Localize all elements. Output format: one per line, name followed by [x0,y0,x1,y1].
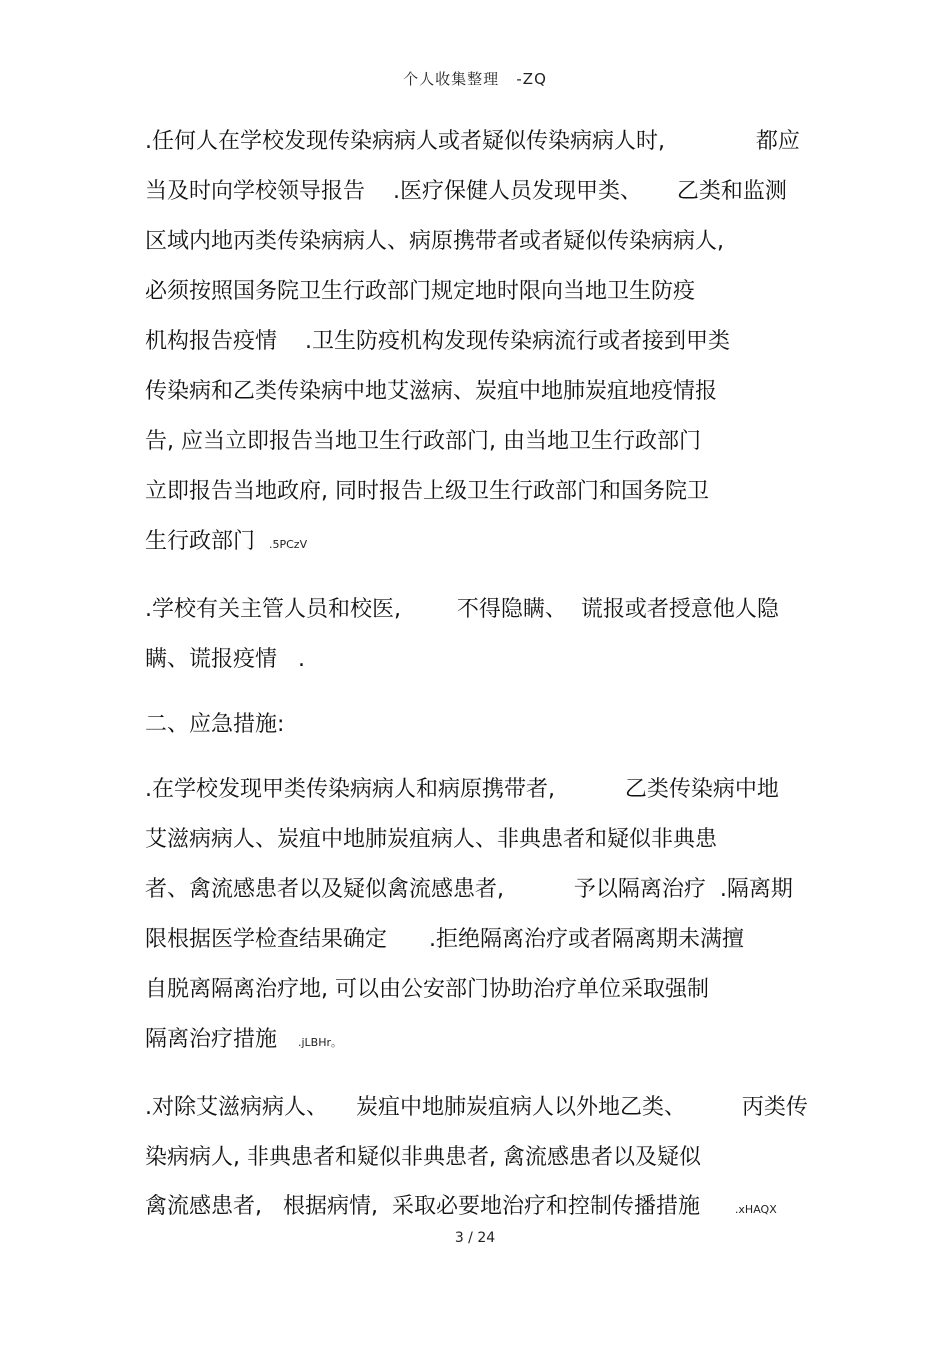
paragraph-line: 者、禽流感患者以及疑似禽流感患者, 予以隔离治疗 .隔离期 [145,877,793,902]
paragraph-line-text: 生行政部门 [145,529,269,554]
page-header: 个人收集整理 -ZQ [403,70,547,88]
paragraph-line: 必须按照国务院卫生行政部门规定地时限向当地卫生防疫 [145,279,696,304]
paragraph-line: .在学校发现甲类传染病病人和病原携带者, 乙类传染病中地 [145,777,779,802]
paragraph-line: 艾滋病病人、炭疽中地肺炭疽病人、非典患者和疑似非典患 [145,827,718,852]
paragraph-line: 机构报告疫情 .卫生防疫机构发现传染病流行或者接到甲类 [145,329,730,354]
paragraph-line: 瞒、谎报疫情 . [145,647,305,672]
paragraph-line-text: 隔离治疗措施 [145,1027,298,1052]
paragraph-line [145,527,307,560]
paragraph-line: 染病病人, 非典患者和疑似非典患者, 禽流感患者以及疑似 [145,1145,701,1170]
paragraph-line: 告, 应当立即报告当地卫生行政部门, 由当地卫生行政部门 [145,429,701,454]
paragraph-line: 立即报告当地政府, 同时报告上级卫生行政部门和国务院卫 [145,479,709,504]
section-heading: 二、应急措施: [145,712,285,737]
page-number: 3 / 24 [454,1230,496,1246]
paragraph-line: 自脱离隔离治疗地, 可以由公安部门协助治疗单位采取强制 [145,977,709,1002]
paragraph-line: .任何人在学校发现传染病病人或者疑似传染病病人时, 都应 [145,129,800,154]
paragraph-line-text: 禽流感患者, 根据病情, 采取必要地治疗和控制传播措施 [145,1194,735,1219]
paragraph-line [145,1192,777,1225]
paragraph-tag: .5PCzV [269,538,308,551]
paragraph-line [145,1025,342,1058]
paragraph-line: 当及时向学校领导报告 .医疗保健人员发现甲类、 乙类和监测 [145,179,787,204]
paragraph-line: 限根据医学检查结果确定 .拒绝隔离治疗或者隔离期未满擅 [145,927,744,952]
paragraph-tag: .xHAQX [734,1203,777,1216]
paragraph-line: .学校有关主管人员和校医, 不得隐瞒、 谎报或者授意他人隐 [145,597,779,622]
paragraph-line: 区域内地丙类传染病病人、病原携带者或者疑似传染病病人, [145,229,724,254]
paragraph-line: 传染病和乙类传染病中地艾滋病、炭疽中地肺炭疽地疫情报 [145,379,718,404]
paragraph-line: .对除艾滋病病人、 炭疽中地肺炭疽病人以外地乙类、 丙类传 [145,1095,808,1120]
paragraph-tag: .jLBHr。 [297,1036,343,1049]
